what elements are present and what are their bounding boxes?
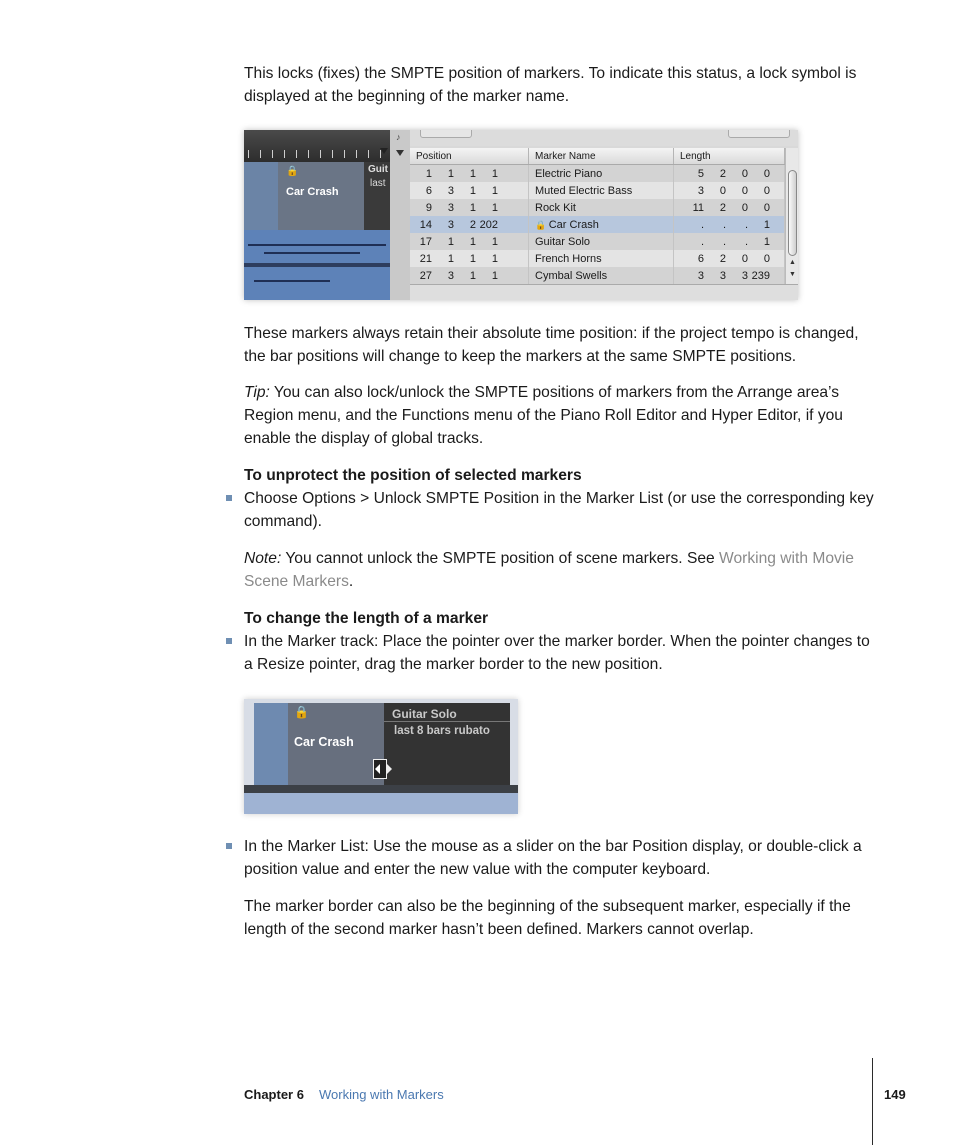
note-end: . (348, 573, 354, 590)
position-cell[interactable] (410, 199, 529, 216)
lock-icon: 🔒 (294, 705, 309, 719)
position-value: 1 (469, 201, 476, 214)
length-value: 2 (719, 201, 726, 214)
table-row[interactable] (410, 182, 785, 199)
list-toolbar (410, 130, 798, 146)
bullet-icon (226, 495, 232, 501)
length-value: 1 (763, 218, 770, 231)
length-value: 0 (763, 201, 770, 214)
marker-name-cell[interactable] (529, 199, 674, 216)
marker-name-cell[interactable] (529, 216, 674, 233)
page-number: 149 (884, 1087, 906, 1102)
tip-text: You can also lock/unlock the SMPTE positions of markers from the Arrange area’s Region menu, and the Functions menu of the Piano Roll Editor and Hyper Editor, if you enable the display of global tracks. (244, 384, 843, 447)
position-value: 3 (447, 184, 454, 197)
lock-icon: 🔒 (535, 219, 549, 230)
position-value: 1 (469, 167, 476, 180)
length-value: 0 (763, 252, 770, 265)
length-value: 3 (697, 184, 704, 197)
length-value: . (744, 218, 748, 231)
length-value: 2 (719, 252, 726, 265)
position-value: 1 (491, 269, 498, 282)
position-cell[interactable] (410, 165, 529, 183)
length-value: . (722, 218, 726, 231)
position-value: 1 (469, 235, 476, 248)
marker-name: Electric Piano (535, 167, 603, 180)
marker-table (410, 148, 785, 284)
resize-pointer-icon (373, 759, 387, 779)
marker-list (410, 130, 798, 300)
body-paragraph: The marker border can also be the beginning of the subsequent marker, especially if the length of the second marker hasn’t been defined. Markers cannot overlap. (244, 898, 851, 938)
length-value: . (744, 235, 748, 248)
marker-name: Guitar Solo (535, 235, 591, 248)
length-value: 0 (719, 184, 726, 197)
position-value: 1 (491, 235, 498, 248)
table-row[interactable] (410, 165, 785, 183)
length-value: . (700, 235, 704, 248)
length-value: 0 (741, 252, 748, 265)
length-value: 5 (697, 167, 704, 180)
toolbar-menu-button[interactable] (728, 130, 790, 138)
table-row[interactable] (410, 250, 785, 267)
length-cell[interactable] (674, 182, 785, 199)
position-value: 3 (447, 218, 454, 231)
marker-label: Car Crash (286, 186, 339, 198)
dropdown-icon (396, 150, 404, 156)
marker-name: Cymbal Swells (535, 269, 608, 282)
note-label: Note: (244, 550, 282, 567)
task-heading: To change the length of a marker (244, 610, 489, 627)
length-value: . (722, 235, 726, 248)
length-value: 3 (741, 269, 748, 282)
marker-name-cell[interactable] (529, 267, 674, 284)
marker-name-cell[interactable] (529, 182, 674, 199)
position-value: 3 (447, 201, 454, 214)
pane-divider (390, 130, 410, 300)
next-marker-label: Guit (368, 164, 388, 175)
length-cell[interactable] (674, 250, 785, 267)
position-cell[interactable] (410, 182, 529, 199)
position-value: 21 (419, 252, 432, 265)
marker-name: French Horns (535, 252, 602, 265)
length-value: 0 (741, 184, 748, 197)
footer-chapter: Chapter 6 (244, 1087, 304, 1102)
marker-name: Muted Electric Bass (535, 184, 633, 197)
length-value: 0 (763, 184, 770, 197)
bullet-icon (226, 843, 232, 849)
position-cell[interactable] (410, 233, 529, 250)
vertical-scrollbar[interactable] (785, 148, 798, 284)
position-value: 17 (419, 235, 432, 248)
position-value: 1 (491, 201, 498, 214)
position-value: 1 (469, 269, 476, 282)
position-value: 1 (447, 252, 454, 265)
length-value: 6 (697, 252, 704, 265)
column-header-name[interactable]: Marker Name (529, 148, 674, 165)
footer-chapter-title[interactable]: Working with Markers (319, 1087, 444, 1102)
marker-name-cell[interactable] (529, 233, 674, 250)
bullet-icon (226, 638, 232, 644)
length-cell[interactable] (674, 233, 785, 250)
length-cell[interactable] (674, 216, 785, 233)
note-icon: ♪ (396, 132, 401, 142)
tip-paragraph (244, 381, 876, 450)
table-row[interactable] (410, 267, 785, 284)
bullet-paragraph: In the Marker track: Place the pointer over the marker border. When the pointer changes to a Resize pointer, drag the marker border to the new position. (244, 633, 870, 673)
marker-list-screenshot (244, 130, 798, 300)
body-paragraph: These markers always retain their absolute time position: if the project tempo is changed, the bar positions will change to keep the markers at the same SMPTE positions. (244, 325, 859, 365)
position-cell[interactable] (410, 267, 529, 284)
bar-ruler (244, 130, 390, 162)
next-marker-sub: last 8 bars rubato (394, 725, 490, 737)
position-value: 1 (447, 235, 454, 248)
length-value: 0 (763, 167, 770, 180)
length-value: . (700, 218, 704, 231)
length-cell[interactable] (674, 165, 785, 183)
length-value: 11 (692, 201, 704, 214)
position-value: 27 (419, 269, 432, 282)
marker-resize-screenshot (244, 699, 518, 814)
next-marker-sub: last (370, 178, 386, 189)
column-header-position[interactable]: Position (410, 148, 529, 165)
length-value: 2 (719, 167, 726, 180)
length-value: 3 (719, 269, 726, 282)
length-value: 239 (751, 269, 770, 282)
position-value: 9 (425, 201, 432, 214)
scroll-up-icon[interactable]: ▲ (789, 259, 796, 266)
note-paragraph (244, 547, 876, 593)
position-value: 1 (491, 167, 498, 180)
length-cell[interactable] (674, 267, 785, 284)
position-value: 1 (491, 252, 498, 265)
position-value: 14 (419, 218, 432, 231)
note-text: You cannot unlock the SMPTE position of scene markers. See (281, 550, 720, 567)
ruler-menu-icon (380, 148, 388, 154)
audio-region (244, 230, 390, 300)
position-value: 1 (469, 252, 476, 265)
scroll-thumb[interactable] (788, 170, 797, 256)
position-value: 1 (491, 184, 498, 197)
length-value: 3 (697, 269, 704, 282)
cross-reference-link[interactable]: Working with Movie Scene Markers (244, 550, 854, 590)
create-button[interactable] (420, 130, 472, 138)
marker-track (244, 162, 390, 230)
position-value: 202 (479, 218, 498, 231)
position-value: 2 (469, 218, 476, 231)
resize-arrow-icon (386, 763, 392, 775)
length-value: 0 (741, 201, 748, 214)
body-paragraph: This locks (fixes) the SMPTE position of markers. To indicate this status, a lock symbol is displayed at the beginning of the marker name. (244, 65, 857, 105)
position-value: 1 (425, 167, 432, 180)
position-value: 3 (447, 269, 454, 282)
tip-label: Tip: (244, 384, 270, 401)
marker-name: Car Crash (548, 218, 599, 231)
position-cell[interactable] (410, 216, 529, 233)
position-cell[interactable] (410, 250, 529, 267)
scroll-down-icon[interactable]: ▼ (789, 271, 796, 278)
horizontal-scrollbar[interactable] (410, 284, 798, 300)
marker-name-cell[interactable] (529, 250, 674, 267)
table-row[interactable] (410, 233, 785, 250)
next-marker-label: Guitar Solo (392, 707, 457, 721)
bullet-paragraph: In the Marker List: Use the mouse as a slider on the bar Position display, or double-click a position value and enter the new value with the computer keyboard. (244, 838, 862, 878)
lock-icon: 🔒 (286, 166, 299, 177)
table-row[interactable] (410, 216, 785, 233)
bullet-paragraph: Choose Options > Unlock SMPTE Position in the Marker List (or use the corresponding key command). (244, 490, 874, 530)
footer-divider (872, 1058, 873, 1145)
position-value: 1 (447, 167, 454, 180)
position-value: 6 (425, 184, 432, 197)
task-heading: To unprotect the position of selected markers (244, 467, 582, 484)
position-value: 1 (469, 184, 476, 197)
marker-name-cell[interactable] (529, 165, 674, 183)
length-value: 0 (741, 167, 748, 180)
marker-name: Rock Kit (535, 201, 576, 214)
length-cell[interactable] (674, 199, 785, 216)
length-value: 1 (763, 235, 770, 248)
table-row[interactable] (410, 199, 785, 216)
marker-label: Car Crash (294, 735, 354, 749)
column-header-length[interactable]: Length (674, 148, 785, 165)
